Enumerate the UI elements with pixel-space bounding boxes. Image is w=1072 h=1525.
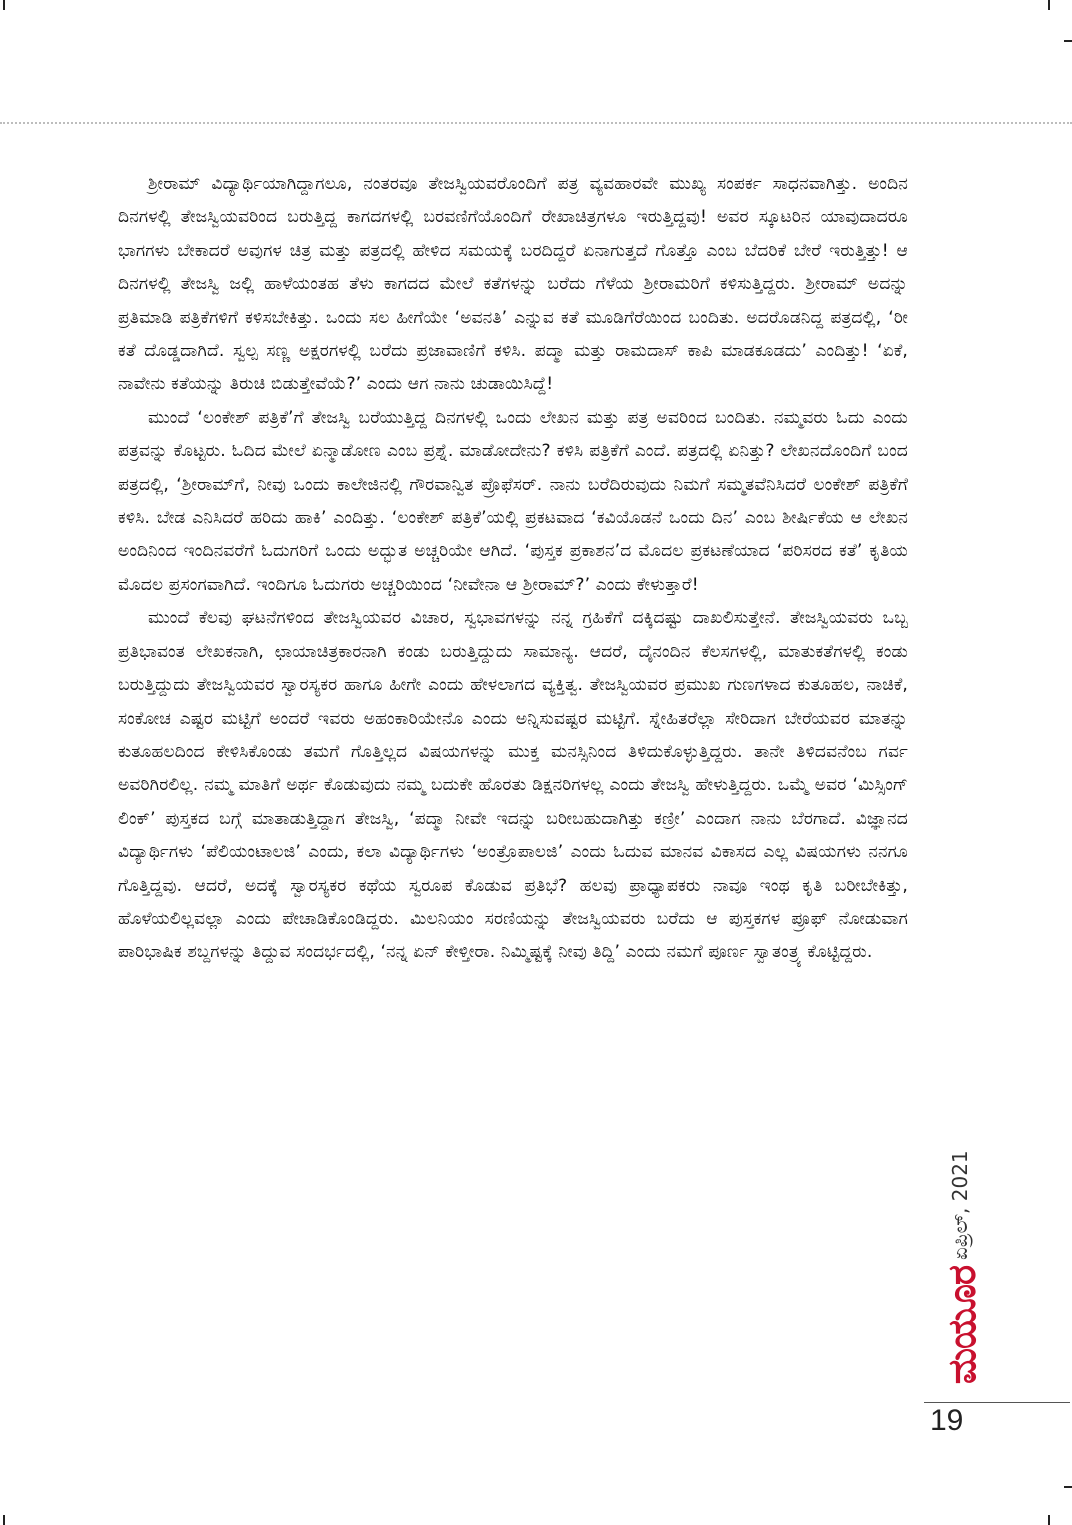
page-sidebar — [924, 1110, 994, 1402]
page-number: 19 — [930, 1404, 964, 1437]
crop-mark-bottom-right — [1048, 1515, 1050, 1525]
article-body — [118, 168, 908, 970]
header-dotted-rule — [0, 122, 1072, 124]
paragraph: ಮುಂದೆ ‘ಲಂಕೇಶ್ ಪತ್ರಿಕೆ’ಗೆ ತೇಜಸ್ವಿ ಬರೆಯುತ್ತಿದ್ದ ದಿನಗಳಲ್ಲಿ ಒಂದು ಲೇಖನ ಮತ್ತು ಪತ್ರ ಅವರಿಂದ ಬಂದಿತು. ನಮ್ಮವರು ಓದು ಎಂದು ಪತ್ರವನ್ನು ಕೊಟ್ಟರು. ಓದಿದ ಮೇಲೆ ಏನ್ಮಾಡೋಣ ಎಂಬ ಪ್ರಶ್ನೆ. ಮಾಡೋದೇನು? ಕಳಿಸಿ ಪತ್ರಿಕೆಗೆ ಎಂದೆ. ಪತ್ರದಲ್ಲಿ ಏನಿತ್ತು? ಲೇಖನದೊಂದಿಗೆ ಬಂದ ಪತ್ರದಲ್ಲಿ, ‘ಶ್ರೀರಾಮ್‌ಗೆ, ನೀವು ಒಂದು ಕಾಲೇಜಿನಲ್ಲಿ ಗೌರವಾನ್ವಿತ ಪ್ರೊಫೆಸರ್. ನಾನು ಬರೆದಿರುವುದು ನಿಮಗೆ ಸಮ್ಮತವೆನಿಸಿದರೆ ಲಂಕೇಶ್ ಪತ್ರಿಕೆಗೆ ಕಳಿಸಿ. ಬೇಡ ಎನಿಸಿದರೆ ಹರಿದು ಹಾಕಿ’ ಎಂದಿತ್ತು. ‘ಲಂಕೇಶ್ ಪತ್ರಿಕೆ’ಯಲ್ಲಿ ಪ್ರಕಟವಾದ ‘ಕವಿಯೊಡನೆ ಒಂದು ದಿನ’ ಎಂಬ ಶೀರ್ಷಿಕೆಯ ಆ ಲೇಖನ ಅಂದಿನಿಂದ ಇಂದಿನವರೆಗೆ ಓದುಗರಿಗೆ ಒಂದು ಅದ್ಭುತ ಅಚ್ಚರಿಯೇ ಆಗಿದೆ. ‘ಪುಸ್ತಕ ಪ್ರಕಾಶನ’ದ ಮೊದಲ ಪ್ರಕಟಣೆಯಾದ ‘ಪರಿಸರದ ಕತೆ’ ಕೃತಿಯ ಮೊದಲ ಪ್ರಸಂಗವಾಗಿದೆ. ಇಂದಿಗೂ ಓದುಗರು ಅಚ್ಚರಿಯಿಂದ ‘ನೀವೇನಾ ಆ ಶ್ರೀರಾಮ್?’ ಎಂದು ಕೇಳುತ್ತಾರೆ! — [118, 407, 908, 595]
crop-mark-bottom-right-tick — [1064, 1486, 1072, 1488]
page-number-rule — [924, 1402, 1070, 1403]
issue-date: ಏಪ್ರಿಲ್, 2021 — [948, 1150, 972, 1260]
crop-mark-top-right-tick — [1064, 40, 1072, 42]
crop-mark-top-right — [1048, 0, 1050, 10]
magazine-logo: ಮಯೂರ — [940, 1265, 984, 1385]
crop-mark-top-left — [3, 0, 5, 10]
paragraph: ಮುಂದೆ ಕೆಲವು ಘಟನೆಗಳಿಂದ ತೇಜಸ್ವಿಯವರ ವಿಚಾರ, ಸ್ವಭಾವಗಳನ್ನು ನನ್ನ ಗ್ರಹಿಕೆಗೆ ದಕ್ಕಿದಷ್ಟು ದಾಖಲಿಸುತ್ತೇನೆ. ತೇಜಸ್ವಿಯವರು ಒಬ್ಬ ಪ್ರತಿಭಾವಂತ ಲೇಖಕನಾಗಿ, ಛಾಯಾಚಿತ್ರಕಾರನಾಗಿ ಕಂಡು ಬರುತ್ತಿದ್ದುದು ಸಾಮಾನ್ಯ. ಆದರೆ, ದೈನಂದಿನ ಕೆಲಸಗಳಲ್ಲಿ, ಮಾತುಕತೆಗಳಲ್ಲಿ ಕಂಡು ಬರುತ್ತಿದ್ದುದು ತೇಜಸ್ವಿಯವರ ಸ್ವಾರಸ್ಯಕರ ಹಾಗೂ ಹೀಗೇ ಎಂದು ಹೇಳಲಾಗದ ವ್ಯಕ್ತಿತ್ವ. ತೇಜಸ್ವಿಯವರ ಪ್ರಮುಖ ಗುಣಗಳಾದ ಕುತೂಹಲ, ನಾಚಿಕೆ, ಸಂಕೋಚ ಎಷ್ಟರ ಮಟ್ಟಿಗೆ ಅಂದರೆ ಇವರು ಅಹಂಕಾರಿಯೇನೊ ಎಂದು ಅನ್ನಿಸುವಷ್ಟರ ಮಟ್ಟಿಗೆ. ಸ್ನೇಹಿತರೆಲ್ಲಾ ಸೇರಿದಾಗ ಬೇರೆಯವರ ಮಾತನ್ನು ಕುತೂಹಲದಿಂದ ಕೇಳಿಸಿಕೊಂಡು ತಮಗೆ ಗೊತ್ತಿಲ್ಲದ ವಿಷಯಗಳನ್ನು ಮುಕ್ತ ಮನಸ್ಸಿನಿಂದ ತಿಳಿದುಕೊಳ್ಳುತ್ತಿದ್ದರು. ತಾನೇ ತಿಳಿದವನೆಂಬ ಗರ್ವ ಅವರಿಗಿರಲಿಲ್ಲ. ನಮ್ಮ ಮಾತಿಗೆ ಅರ್ಥ ಕೊಡುವುದು ನಮ್ಮ ಬದುಕೇ ಹೊರತು ಡಿಕ್ಷನರಿಗಳಲ್ಲ ಎಂದು ತೇಜಸ್ವಿ ಹೇಳುತ್ತಿದ್ದರು. ಒಮ್ಮೆ ಅವರ ‘ಮಿಸ್ಸಿಂಗ್ ಲಿಂಕ್’ ಪುಸ್ತಕದ ಬಗ್ಗೆ ಮಾತಾಡುತ್ತಿದ್ದಾಗ ತೇಜಸ್ವಿ, ‘ಪದ್ಮಾ ನೀವೇ ಇದನ್ನು ಬರೀಬಹುದಾಗಿತ್ತು ಕಣ್ರೀ’ ಎಂದಾಗ ನಾನು ಬೆರಗಾದೆ. ವಿಜ್ಞಾನದ ವಿದ್ಯಾರ್ಥಿಗಳು ‘ಪೆಲಿಯಂಟಾಲಜಿ’ ಎಂದು, ಕಲಾ ವಿದ್ಯಾರ್ಥಿಗಳು ‘ಅಂತ್ರೊಪಾಲಜಿ’ ಎಂದು ಓದುವ ಮಾನವ ವಿಕಾಸದ ಎಲ್ಲ ವಿಷಯಗಳು ನನಗೂ ಗೊತ್ತಿದ್ದವು. ಆದರೆ, ಅದಕ್ಕೆ ಸ್ವಾರಸ್ಯಕರ ಕಥೆಯ ಸ್ವರೂಪ ಕೊಡುವ ಪ್ರತಿಭೆ? ಹಲವು ಪ್ರಾಧ್ಯಾಪಕರು ನಾವೂ ಇಂಥ ಕೃತಿ ಬರೀಬೇಕಿತ್ತು, ಹೊಳೆಯಲಿಲ್ಲವಲ್ಲಾ ಎಂದು ಪೇಚಾಡಿಕೊಂಡಿದ್ದರು. ಮಿಲನಿಯಂ ಸರಣಿಯನ್ನು ತೇಜಸ್ವಿಯವರು ಬರೆದು ಆ ಪುಸ್ತಕಗಳ ಪ್ರೂಫ್ ನೋಡುವಾಗ ಪಾರಿಭಾಷಿಕ ಶಬ್ದಗಳನ್ನು ತಿದ್ದುವ ಸಂದರ್ಭದಲ್ಲಿ, ‘ನನ್ನ ಏನ್ ಕೇಳ್ತೀರಾ. ನಿಮ್ಮಿಷ್ಟಕ್ಕೆ ನೀವು ತಿದ್ದಿ’ ಎಂದು ನಮಗೆ ಪೂರ್ಣ ಸ್ವಾತಂತ್ರ್ಯ ಕೊಟ್ಟಿದ್ದರು. — [118, 608, 908, 963]
crop-mark-bottom-left — [3, 1515, 5, 1525]
paragraph: ಶ್ರೀರಾಮ್ ವಿದ್ಯಾರ್ಥಿಯಾಗಿದ್ದಾಗಲೂ, ನಂತರವೂ ತೇಜಸ್ವಿಯವರೊಂದಿಗೆ ಪತ್ರ ವ್ಯವಹಾರವೇ ಮುಖ್ಯ ಸಂಪರ್ಕ ಸಾಧನವಾಗಿತ್ತು. ಅಂದಿನ ದಿನಗಳಲ್ಲಿ ತೇಜಸ್ವಿಯವರಿಂದ ಬರುತ್ತಿದ್ದ ಕಾಗದಗಳಲ್ಲಿ ಬರವಣಿಗೆಯೊಂದಿಗೆ ರೇಖಾಚಿತ್ರಗಳೂ ಇರುತ್ತಿದ್ದವು! ಅವರ ಸ್ಕೂಟರಿನ ಯಾವುದಾದರೂ ಭಾಗಗಳು ಬೇಕಾದರೆ ಅವುಗಳ ಚಿತ್ರ ಮತ್ತು ಪತ್ರದಲ್ಲಿ ಹೇಳಿದ ಸಮಯಕ್ಕೆ ಬರದಿದ್ದರೆ ಏನಾಗುತ್ತದೆ ಗೊತ್ತೊ ಎಂಬ ಬೆದರಿಕೆ ಬೇರೆ ಇರುತ್ತಿತ್ತು! ಆ ದಿನಗಳಲ್ಲಿ ತೇಜಸ್ವಿ ಜಲ್ಲಿ ಹಾಳೆಯಂತಹ ತೆಳು ಕಾಗದದ ಮೇಲೆ ಕತೆಗಳನ್ನು ಬರೆದು ಗೆಳೆಯ ಶ್ರೀರಾಮರಿಗೆ ಕಳಿಸುತ್ತಿದ್ದರು. ಶ್ರೀರಾಮ್ ಅದನ್ನು ಪ್ರತಿಮಾಡಿ ಪತ್ರಿಕೆಗಳಿಗೆ ಕಳಿಸಬೇಕಿತ್ತು. ಒಂದು ಸಲ ಹೀಗೆಯೇ ‘ಅವನತಿ’ ಎನ್ನುವ ಕತೆ ಮೂಡಿಗೆರೆಯಿಂದ ಬಂದಿತು. ಅದರೊಡನಿದ್ದ ಪತ್ರದಲ್ಲಿ, ‘ರೀ ಕತೆ ದೊಡ್ಡದಾಗಿದೆ. ಸ್ವಲ್ಪ ಸಣ್ಣ ಅಕ್ಷರಗಳಲ್ಲಿ ಬರೆದು ಪ್ರಜಾವಾಣಿಗೆ ಕಳಿಸಿ. ಪದ್ಮಾ ಮತ್ತು ರಾಮದಾಸ್ ಕಾಪಿ ಮಾಡಕೂಡದು’ ಎಂದಿತ್ತು! ‘ಏಕೆ, ನಾವೇನು ಕತೆಯನ್ನು ತಿರುಚಿ ಬಿಡುತ್ತೇವೆಯೆ?’ ಎಂದು ಆಗ ನಾನು ಚುಡಾಯಿಸಿದ್ದೆ! — [118, 174, 908, 395]
